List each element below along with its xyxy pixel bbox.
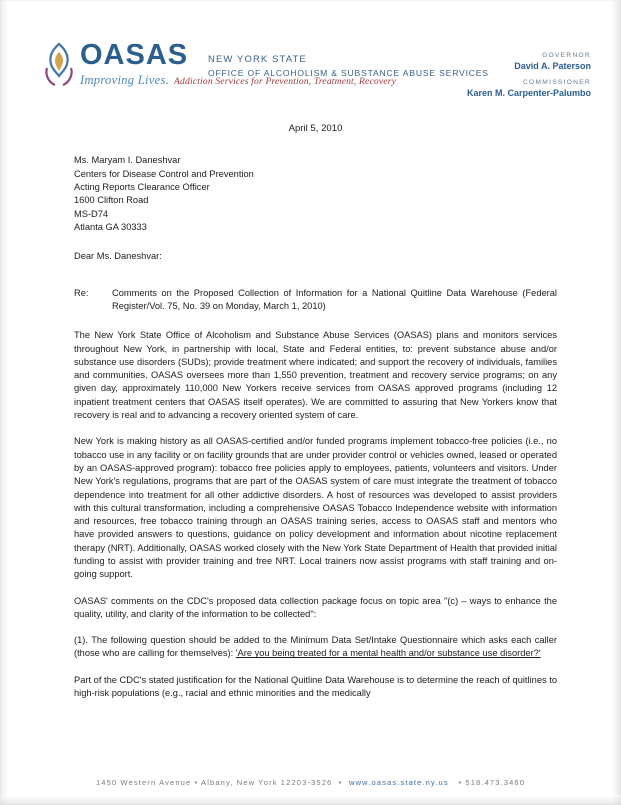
- logo-tagline-red: Addiction Services for Prevention, Treatment, Recovery: [174, 77, 396, 87]
- letterhead: [40, 40, 591, 110]
- footer-website-link[interactable]: www.oasas.state.ny.us: [348, 778, 449, 787]
- scan-edge-right: [611, 0, 621, 805]
- re-label: Re:: [74, 287, 89, 298]
- logo-tagline-italic: Improving Lives.: [80, 73, 170, 87]
- salutation: Dear Ms. Daneshvar:: [74, 250, 162, 261]
- governor-name: David A. Paterson: [514, 61, 591, 71]
- letter-date: April 5, 2010: [288, 123, 343, 134]
- commissioner-name: Karen M. Carpenter-Palumbo: [466, 88, 591, 98]
- numbered-item-quote: 'Are you being treated for a mental health and/or substance use disorder?': [235, 648, 541, 659]
- paragraph-3: OASAS' comments on the CDC's proposed data collection package focus on topic area "(c) – ways to enhance the quality, utility, and clarity of the information to be collected":: [74, 595, 557, 619]
- recipient-line: MS-D74: [74, 208, 109, 219]
- numbered-item-lead: (1). The following question should be added to the Minimum Data Set/Intake Questionnaire which asks each caller (those who are calling for themselves):: [74, 635, 557, 659]
- agency-name-block: [208, 54, 489, 78]
- scan-edge-bottom: [0, 795, 621, 805]
- letter-body: [74, 122, 557, 713]
- page-footer: 1450 Western Avenue • Albany, New York 12203-3526 • www.oasas.state.ny.us • 518.473.3460: [95, 778, 526, 787]
- officials-block: [467, 50, 591, 104]
- numbered-item-1: [74, 634, 557, 661]
- paragraph-1: The New York State Office of Alcoholism and Substance Abuse Services (OASAS) plans and monitors services throughout New York, in partnership with local, State and Federal entities, to: prevent substance abuse and/or substance use disorders (SUDs); provide treatment where indicated; and support the recovery of individuals, families and communities. OASAS oversees more than 1,550 prevention, treatment and recovery service programs; on any given day, approximately 110,000 New Yorkers receive services from OASAS approved programs (including 12 inpatient treatment centers that OASAS itself operates). We are committed to assuring that New Yorkers know that recovery is real and to advancing a recovery oriented system of care.: [74, 330, 557, 421]
- footer-address: 1450 Western Avenue • Albany, New York 12203-3526: [95, 778, 333, 787]
- recipient-line: Ms. Maryam I. Daneshvar: [74, 155, 181, 166]
- oasas-wordmark: OASAS: [80, 39, 189, 71]
- agency-office-line: OFFICE OF ALCOHOLISM & SUBSTANCE ABUSE SERVICES: [208, 68, 489, 78]
- footer-phone: • 518.473.3460: [458, 778, 526, 787]
- recipient-line: Acting Reports Clearance Officer: [74, 182, 210, 193]
- closing-paragraph: Part of the CDC's stated justification for the National Quitline Data Warehouse is to determine the reach of quitlines to high-risk populations (e.g., racial and ethnic minorities and the medically: [74, 674, 557, 699]
- oasas-logo-icon: [40, 42, 78, 90]
- paragraph-2: New York is making history as all OASAS-certified and/or funded programs implement tobacco-free policies (i.e., no tobacco use in any facility or on facility grounds that are under provider control or vehicles owned, leased or operated by an OASAS-approved program): tobacco free policies apply to employees, patients, volunteers and visitors. Under New York's regulations, programs that are part of the OASAS system of care must integrate the treatment of tobacco dependence into treatment for all other addictive disorders. A host of resources was developed to assist providers with this cultural transformation, including a comprehensive OASAS Tobacco Independence website with information and resources, free tobacco training through an OASAS training series, access to OASAS staff and mentors who have provided answers to questions, guidance on policy development and information about nicotine replacement therapy (NRT). Additionally, OASAS worked closely with the New York State Department of Health that provided initial funding to assist with provider training and free NRT. Local trainers now assist programs with staff training and on-going support.: [74, 436, 557, 580]
- recipient-line: Atlanta GA 30333: [74, 222, 147, 233]
- governor-role: GOVERNOR: [542, 52, 591, 59]
- commissioner-role: COMMISSIONER: [523, 79, 591, 86]
- scan-edge-left: [0, 0, 8, 805]
- recipient-address: [74, 154, 557, 234]
- re-text: Comments on the Proposed Collection of Information for a National Quitline Data Warehouse (Federal Register/Vol. 75, No. 39 on Monday, March 1, 2010): [112, 287, 557, 312]
- agency-state-line: NEW YORK STATE: [208, 54, 307, 65]
- recipient-line: 1600 Clifton Road: [74, 195, 149, 206]
- recipient-line: Centers for Disease Control and Prevention: [74, 168, 254, 179]
- re-line: [74, 287, 557, 313]
